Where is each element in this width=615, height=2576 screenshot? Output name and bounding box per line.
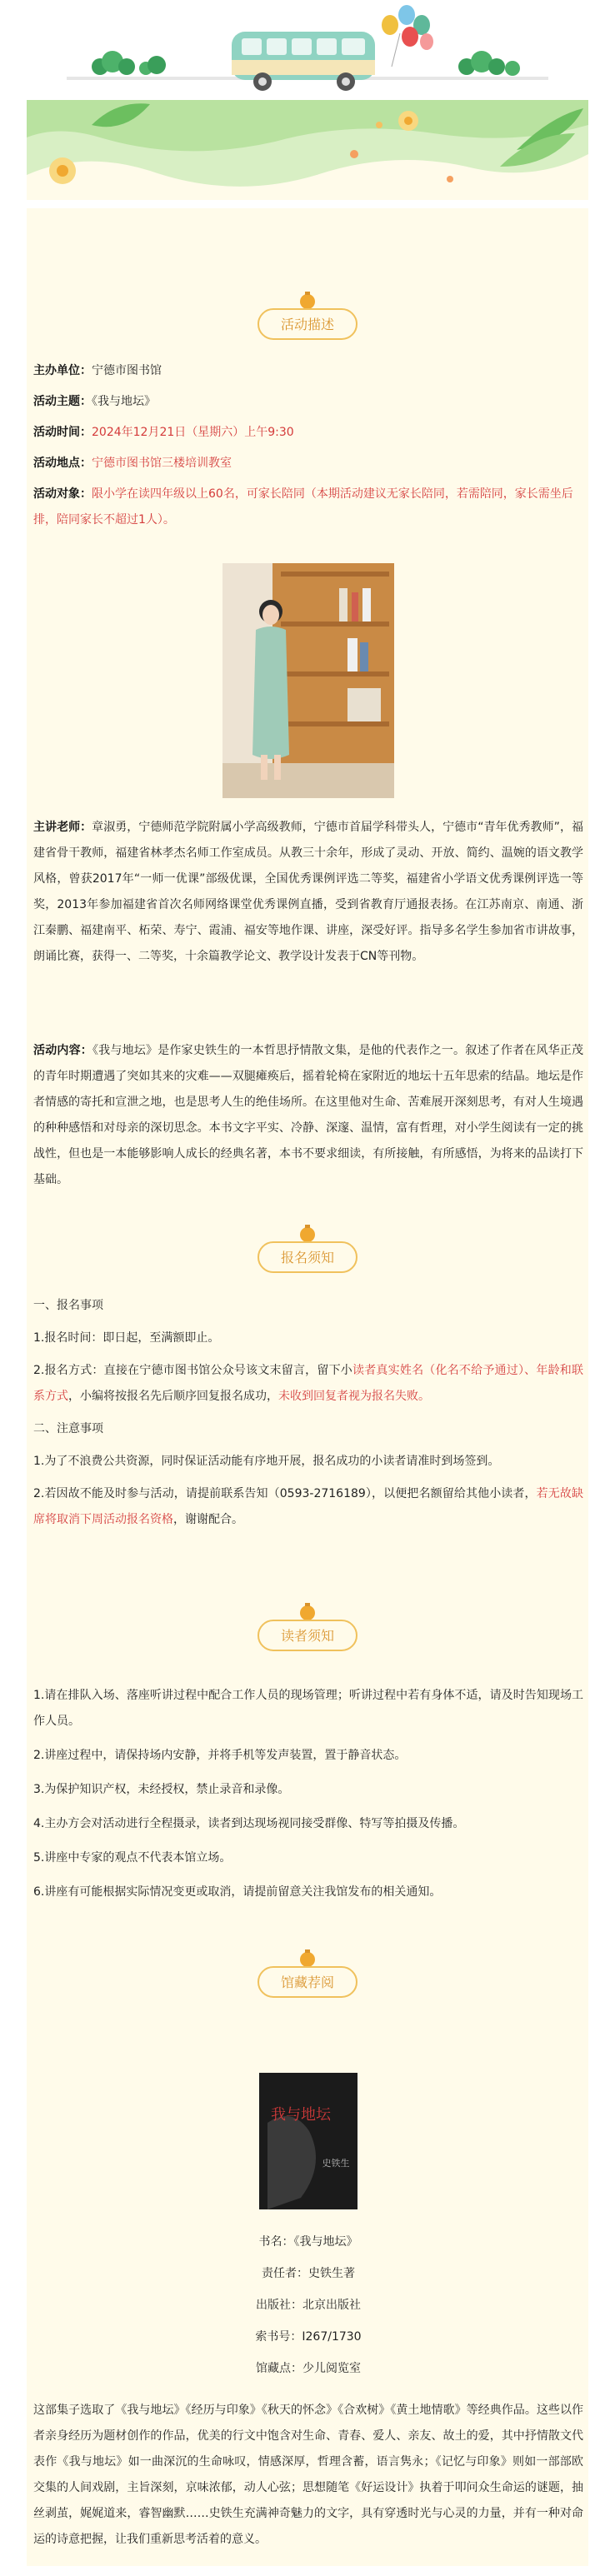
section-title: 读者须知 xyxy=(258,1620,358,1651)
info-label: 活动对象： xyxy=(33,487,92,501)
content-text: 《我与地坛》是作家史铁生的一本哲思抒情散文集，是他的代表作之一。叙述了作者在风华正茂的青年时期遭遇了突如其来的灾难——双腿瘫痪后，摇着轮椅在家附近的地坛十五年思索的结晶。地坛是作者情感的寄托和宣泄之地，也是思考人生的绝佳场所。在这里他对生命、苦难展开深刻思考，有对人生境遇的种种感悟和对母亲的深切思念。本书文字平实、冷静、深邃、温情，富有哲理，对小学生阅读有一定的挑战性，但也是一本能够影响人成长的经典名著，本书不要求细读，有所接触，有所感悟，为将来的品读打下基础。 xyxy=(33,1044,584,1186)
book-title: 书名：《我与地坛》 xyxy=(258,2235,358,2249)
activity-info xyxy=(33,358,583,533)
activity-content xyxy=(33,1038,583,1193)
signup-notes xyxy=(33,1293,583,1533)
info-label: 活动时间： xyxy=(33,426,92,439)
tree-icon xyxy=(92,51,166,75)
section-title: 活动描述 xyxy=(258,308,358,340)
rule-item: 6.讲座有可能根据实际情况变更或取消，请提前留意关注我馆发布的相关通知。 xyxy=(33,1885,442,1899)
signup-heading: 一、报名事项 xyxy=(33,1299,103,1312)
info-value: 限小学在读四年级以上60名，可家长陪同（本期活动建议无家长陪同，若需陪同，家长需坐后排，陪同家长不超过1人）。 xyxy=(33,487,573,527)
section-header-rules xyxy=(0,1595,615,1653)
cover-title: 我与地坛 xyxy=(271,2106,331,2124)
balloons-icon xyxy=(382,5,433,67)
book-call-number: 索书号：I267/1730 xyxy=(255,2330,362,2344)
speaker-text: 章淑勇，宁德师范学院附属小学高级教师，宁德市首届学科带头人，宁德市“青年优秀教师”，福建省骨干教师，福建省林孝杰名师工作室成员。从教三十余年，形成了灵动、开放、简约、温婉的语文教学风格，曾获2017年“一师一优课”部级优课，全国优秀课例评选二等奖，福建省小学语文优秀课例评选一等奖，2013年参加福建省首次名师网络课堂优秀课例直播，受到省教育厅通报表扬。在江苏南京、南通、浙江秦鹏、福建南平、柘荣、寿宁、霞浦、福安等地作课、讲座，深受好评。指导多名学生参加省市讲故事，朗诵比赛，获得一、二等奖，十余篇教学论文、教学设计发表于CN等刊物。 xyxy=(33,821,584,963)
lantern-icon xyxy=(298,1223,318,1243)
section-title: 报名须知 xyxy=(258,1241,358,1273)
section-header-signup xyxy=(0,1216,615,1275)
book-description xyxy=(33,2398,583,2553)
section-header-book xyxy=(0,1941,615,1999)
book-location: 馆藏点：少儿阅览室 xyxy=(256,2362,361,2375)
lantern-icon xyxy=(298,290,318,310)
banner-illustration xyxy=(0,0,615,200)
speaker-label: 主讲老师： xyxy=(33,821,92,834)
info-label: 活动主题： xyxy=(33,395,92,408)
speaker-photo-image xyxy=(222,563,394,798)
info-value: 宁德市图书馆三楼培训教室 xyxy=(92,457,232,470)
lantern-icon xyxy=(298,1948,318,1968)
signup-item: 1.报名时间：即日起，至满额即止。 xyxy=(33,1331,220,1345)
book-publisher: 出版社：北京出版社 xyxy=(256,2299,361,2312)
tree-icon xyxy=(458,51,520,76)
info-value: 宁德市图书馆 xyxy=(92,364,162,377)
info-label: 主办单位： xyxy=(33,364,92,377)
info-value: 2024年12月21日（星期六）上午9:30 xyxy=(92,426,294,439)
book-meta xyxy=(33,2226,583,2384)
lantern-icon xyxy=(298,1601,318,1621)
reader-rules xyxy=(33,1683,583,1905)
book-cover xyxy=(259,2073,358,2209)
bus-icon xyxy=(232,32,375,91)
info-label: 活动地点： xyxy=(33,457,92,470)
book-author: 责任者：史铁生著 xyxy=(262,2267,355,2280)
signup-heading: 二、注意事项 xyxy=(33,1422,103,1435)
rule-item: 4.主办方会对活动进行全程摄录，读者到达现场视同接受群像、特写等拍摄及传播。 xyxy=(33,1817,465,1830)
rule-item: 5.讲座中专家的观点不代表本馆立场。 xyxy=(33,1851,232,1865)
rule-item: 2.讲座过程中，请保持场内安静，并将手机等发声装置，置于静音状态。 xyxy=(33,1749,407,1762)
cover-author: 史铁生 xyxy=(322,2158,350,2169)
header-banner xyxy=(0,0,615,200)
section-title: 馆藏荐阅 xyxy=(258,1966,358,1998)
info-value: 《我与地坛》 xyxy=(92,395,156,408)
content-label: 活动内容： xyxy=(33,1044,92,1057)
rule-item: 3.为保护知识产权，未经授权，禁止录音和录像。 xyxy=(33,1783,290,1796)
signup-item: 1.为了不浪费公共资源，同时保证活动能有序地开展，报名成功的小读者请准时到场签到。 xyxy=(33,1455,500,1468)
speaker-intro xyxy=(33,815,583,970)
speaker-photo xyxy=(222,563,394,798)
signup-item: 2.若因故不能及时参与活动，请提前联系告知（0593-2716189），以便把名额留给其他小读者，若无故缺席将取消下周活动报名资格，谢谢配合。 xyxy=(33,1487,584,1526)
book-desc-text: 这部集子选取了《我与地坛》《经历与印象》《秋天的怀念》《合欢树》《黄土地情歌》等经典作品。这些以作者亲身经历为题材创作的作品，优美的行文中饱含对生命、青春、爱人、亲友、故土的爱，其中抒情散文代表作《我与地坛》如一曲深沉的生命咏叹，情感深厚，哲理含蓄，语言隽永；《记忆与印象》则如一部部欧交集的人间戏剧，主旨深刻，京味浓郁，动人心弦；思想随笔《好运设计》执着于叩问众生命运的谜题，抽丝剥茧，娓娓道来，睿智幽默……史铁生充满神奇魅力的文字，具有穿透时光与心灵的力量，并有一种对命运的诗意把握，让我们重新思考活着的意义。 xyxy=(33,2404,583,2546)
book-cover-image xyxy=(259,2073,358,2209)
section-header-activity xyxy=(0,283,615,342)
signup-item: 2.报名方式：直接在宁德市图书馆公众号该文末留言，留下小读者真实姓名（化名不给予通过）、年龄和联系方式，小编将按报名先后顺序回复报名成功，未收到回复者视为报名失败。 xyxy=(33,1364,583,1403)
rule-item: 1.请在排队入场、落座听讲过程中配合工作人员的现场管理；听讲过程中若有身体不适，请及时告知现场工作人员。 xyxy=(33,1689,583,1728)
